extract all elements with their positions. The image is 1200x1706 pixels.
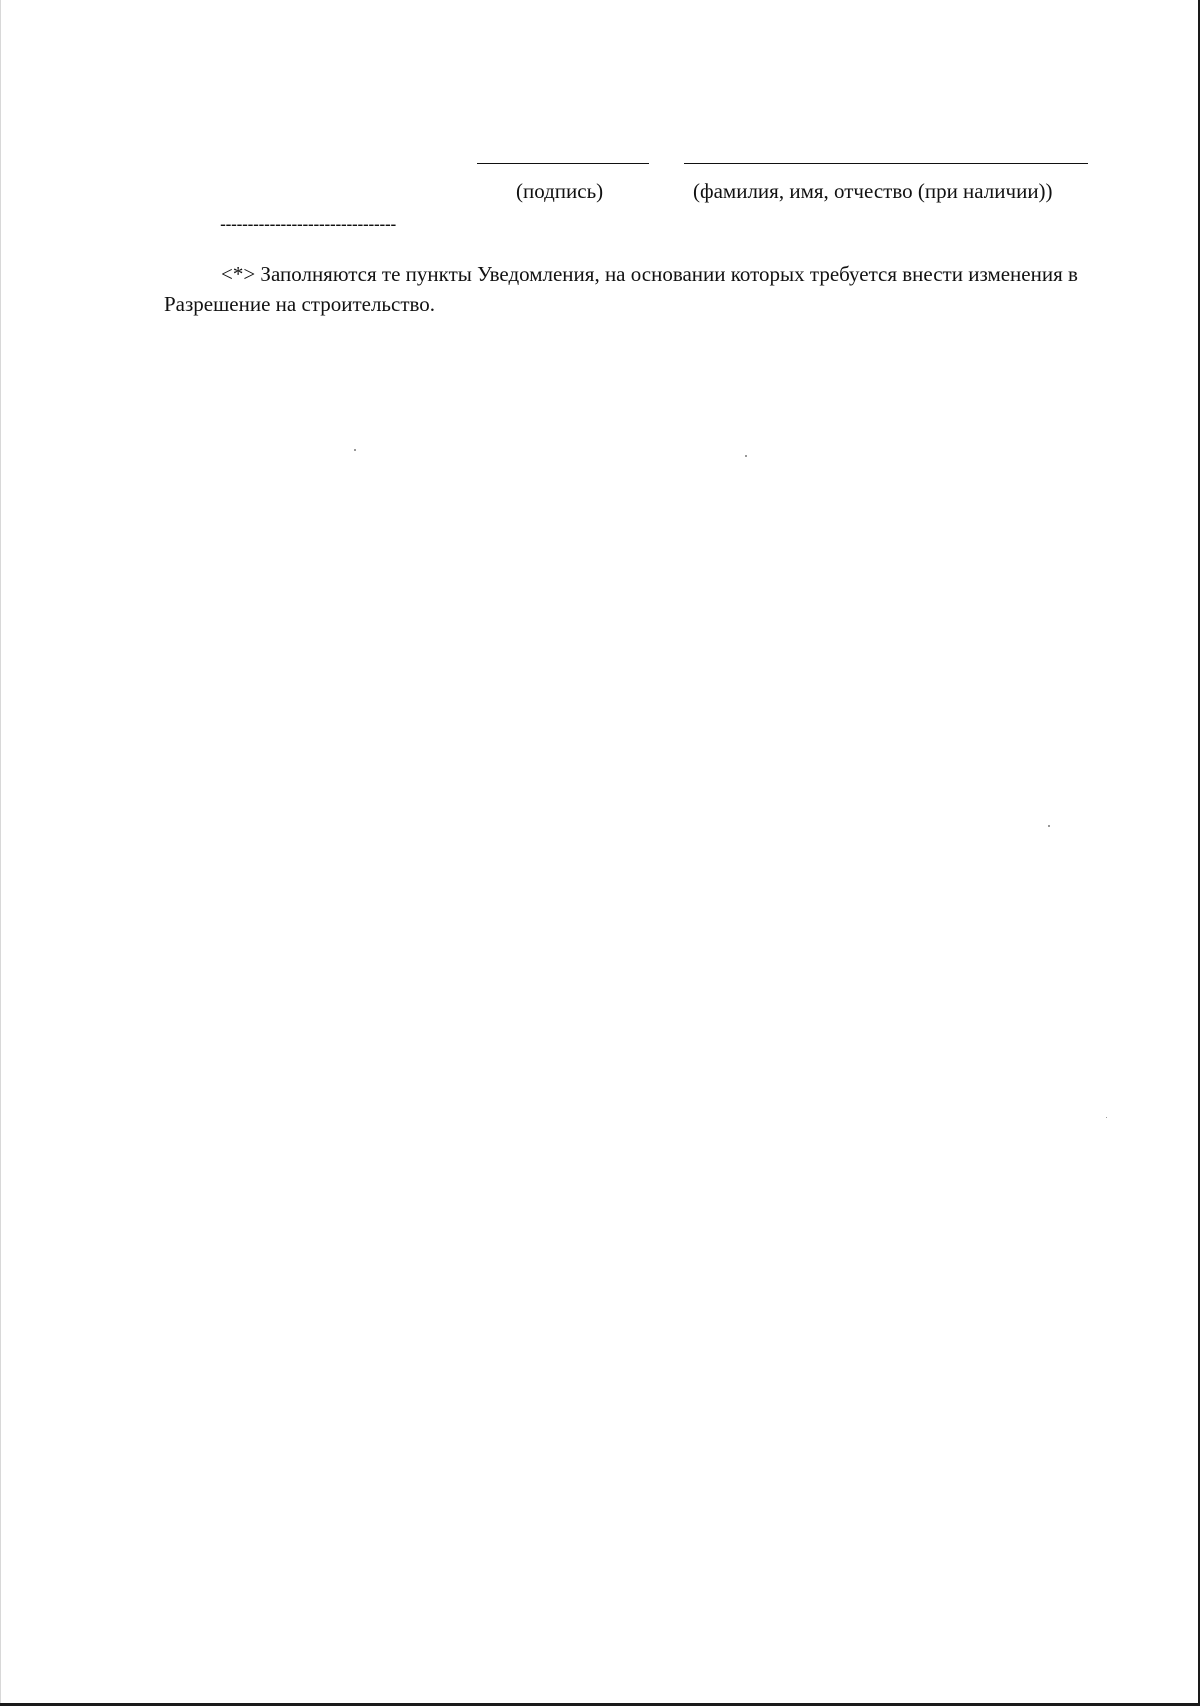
fullname-caption: (фамилия, имя, отчество (при наличии)) <box>693 179 1053 203</box>
scan-speck <box>1048 825 1050 827</box>
scan-speck <box>1106 1117 1107 1118</box>
page-left-edge <box>0 0 1 1706</box>
fullname-line <box>684 163 1088 164</box>
footnote-separator: -------------------------------- <box>220 214 396 234</box>
footnote-text: <*> Заполняются те пункты Уведомления, на основании которых требуется внести изменения в Разрешение на строительство. <box>164 262 1078 316</box>
scan-speck <box>745 455 747 457</box>
signature-line <box>477 163 649 164</box>
signature-caption: (подпись) <box>516 179 604 203</box>
scan-speck <box>354 449 356 451</box>
